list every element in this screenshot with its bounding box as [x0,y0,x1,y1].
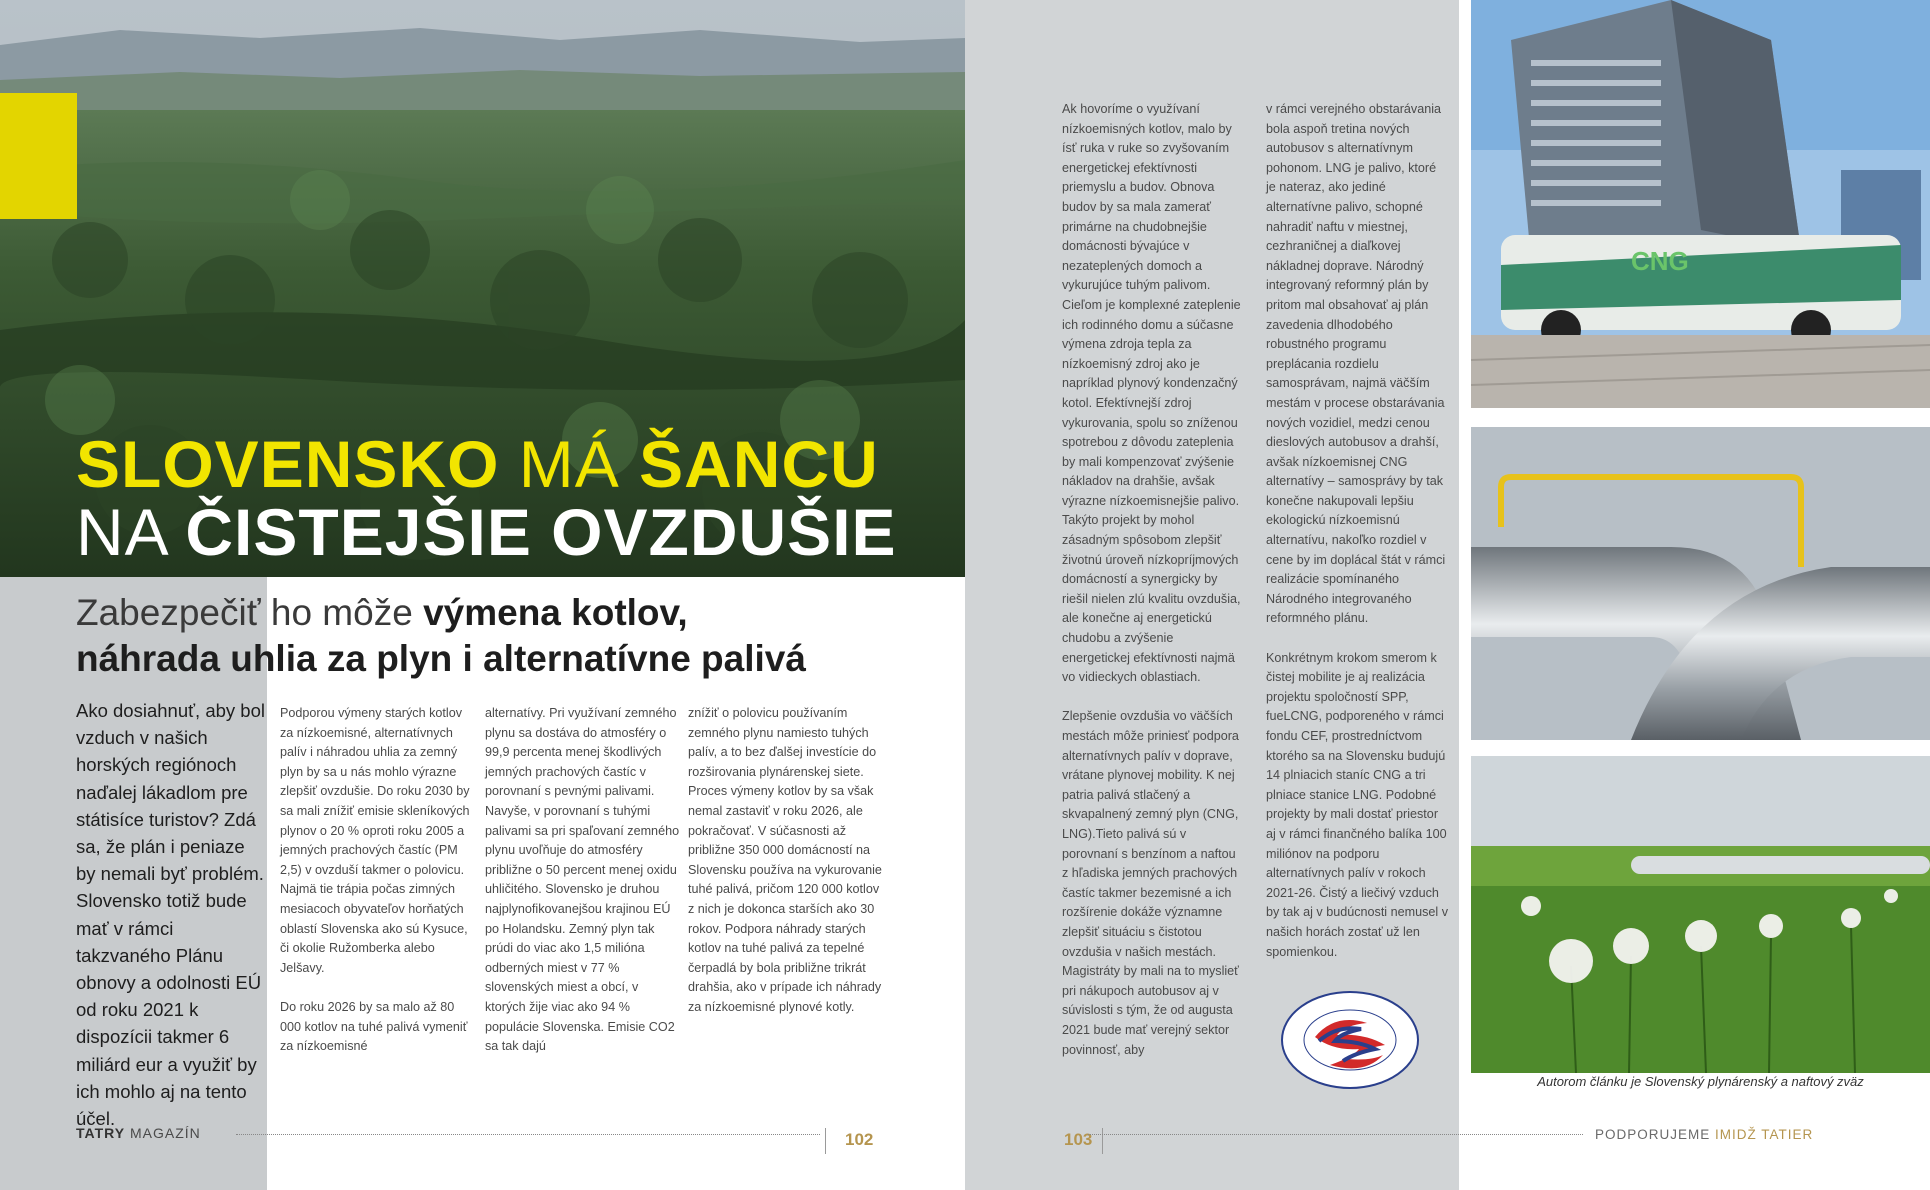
subtitle-bold: výmena kotlov, [423,592,688,633]
logo-image [1275,985,1425,1095]
dandelion-meadow-photo [1471,756,1930,1073]
paragraph: v rámci verejného obstarávania bola aspoň tretina nových autobusov s alternatívnym pohonom. LNG je palivo, ktoré je nateraz, ako jediné alternatívne palivo, schopné nahradiť naftu v miestnej, cezhraničnej a diaľkovej nákladnej doprave. Národný integrovaný reformný plán by pritom mal obsahovať aj plán zavedenia dlhodobého robustného programu preplácania rozdielu samosprávam, najmä väčším mestám v procese obstarávania nových vozidiel, medzi cenou dieslových autobusov a drahší, avšak nízkoemisnej CNG alternatívy – samosprávy by tak konečne nakupovali lepšiu ekologickú nízkoemisnú alternatívu, nakoľko rozdiel v cene by im doplácal štát v rámci realizácie spomínaného Národného integrovaného reformného plánu. [1266,102,1446,626]
footer-slogan [1595,1127,1813,1142]
paragraph: Zlepšenie ovzdušia vo väčších mestách môže priniesť podpora alternatívnych palív v doprave, vrátane plynovej mobility. K nej patria palivá stlačený a skvapalnený zemný plyn (CNG, LNG).Tieto palivá sú v porovnaní s benzínom a naftou z hľadiska jemných prachových častíc takmer bezemisné a ich rozšírenie dokáže významne zlepšiť situáciu s čistotou ovzdušia v našich mestách. Magistráty by mali na to myslieť pri nákupoch autobusov aj v súvislosti s tým, že od augusta 2021 bude mať verejný sektor povinnosť, aby [1062,709,1239,1057]
photo-caption: Autorom článku je Slovenský plynárenský a naftový zväz [1537,1074,1864,1089]
subtitle-bold-line2: náhrada uhlia za plyn i alternatívne palivá [76,638,806,679]
footer-dotted-line-right [1088,1134,1583,1135]
spnz-logo [1275,985,1425,1095]
body-column-1 [280,704,475,1076]
pipes-image [1471,427,1930,740]
page-number-right: 103 [1064,1130,1093,1149]
paragraph: Ak hovoríme o využívaní nízkoemisných kotlov, malo by ísť ruka v ruke so zvyšovaním energetickej efektívnosti priemyslu a budov. Obnova budov by sa mala zamerať primárne na chudobnejšie domácnosti bývajúce v nezateplených domoch a vykurujúce tuhým palivom. Cieľom je komplexné zateplenie ich rodinného domu a súčasne výmena zdroja tepla za nízkoemisný zdroj ako je napríklad plynový kondenzačný kotol. Efektívnejší zdroj vykurovania, spolu so zníženou spotrebou z dôvodu zateplenia by mali kompenzovať zvýšenie nákladov na drahšie, avšak výrazne nízkoemisnejšie palivo. Takýto projekt by mohol zásadným spôsobom zlepšiť životnú úroveň nízkopríjmových domácností a synergicky by riešil nielen zlú kvalitu ovzdušia, ale konečne aj energetickú chudobu a zvýšenie energetickej efektívnosti najmä vo vidieckych oblastiach. [1062,102,1241,685]
gas-pipes-photo [1471,427,1930,740]
article-title [76,427,956,569]
footer-dotted-line-left [236,1134,820,1135]
footer-brand-rest: MAGAZÍN [129,1125,201,1141]
body-column-2 [485,704,680,1076]
title-word-na: NA [76,495,167,569]
bus-cng-label: CNG [1631,246,1689,276]
meadow-image [1471,756,1930,1073]
title-line-2 [76,495,956,569]
footer-divider [825,1128,826,1154]
paragraph: alternatívy. Pri využívaní zemného plynu sa dostáva do atmosféry o 99,9 percenta menej škodlivých jemných prachových častíc v porovnaní s pevnými palivami. Navyše, v porovnaní s tuhými palivami sa pri spaľovaní zemného plynu uvoľňuje do atmosféry približne o 50 percent menej oxidu uhličitého. Slovensko je druhou najplynofikovanejšou krajinou EÚ po Holandsku. Zemný plyn tak prúdi do viac ako 1,5 milióna odberných miest v 77 % slovenských miest a obcí, v ktorých žije viac ako 94 % populácie Slovenska. Emisie CO2 sa tak dajú [485,706,680,1054]
article-subtitle [76,590,956,682]
title-line-1 [76,427,956,501]
title-word-ma: MÁ [518,427,620,501]
bus-image [1471,0,1930,408]
footer-slogan-b: IMIDŽ TATIER [1715,1127,1814,1142]
paragraph: Do roku 2026 by sa malo až 80 000 kotlov na tuhé palivá vymeniť za nízkoemisné [280,999,468,1054]
title-words-cistejsie-ovzdusie: ČISTEJŠIE OVZDUŠIE [185,495,897,569]
article-lead: Ako dosiahnuť, aby bol vzduch v našich horských regiónoch naďalej lákadlom pre státisíce turistov? Zdá sa, že plán i peniaze by nemali byť problém. Slovensko totiž bude mať v rámci takzvaného Plánu obnovy a odolnosti EÚ od roku 2021 k dispozícii takmer 6 miliárd eur a využiť by ich mohlo aj na tento účel. [76,700,265,1130]
body-column-3 [688,704,883,1037]
paragraph: Podporou výmeny starých kotlov za nízkoemisné, alternatívnych palív i náhradou uhlia za zemný plyn by sa u nás mohlo výrazne zlepšiť ovzdušie. Do roku 2030 by sa mali znížiť emisie skleníkových plynov o 20 % oproti roku 2005 a jemných prachových častíc (PM 2,5) v ovzduší takmer o polovicu. Najmä tie trápia počas zimných mesiacoch obyvateľov horňatých oblastí Slovenska ako sú Kysuce, či okolie Ružomberka alebo Jelšavy. [280,706,470,975]
bus-building-photo [1471,0,1930,408]
body-column-5 [1266,100,1448,982]
body-column-4 [1062,100,1242,1080]
yellow-accent-block [0,93,77,219]
page-number-left: 102 [845,1130,874,1149]
footer-slogan-a: PODPORUJEME [1595,1127,1711,1142]
footer-brand-bold: TATRY [76,1125,126,1141]
paragraph: znížiť o polovicu používaním zemného plynu namiesto tuhých palív, a to bez ďalšej investície do rozširovania plynárenskej siete. Proces výmeny kotlov by sa však nemal zastaviť v roku 2026, ale pokračovať. V súčasnosti až približne 350 000 domácností na Slovensku používa na vykurovanie tuhé palivá, pričom 120 000 kotlov z nich je dokonca starších ako 30 rokov. Podpora náhrady starých kotlov na tuhé palivá za tepelné čerpadlá by bola približne trikrát drahšia, ako v prípade ich náhrady za nízkoemisné plynové kotly. [688,706,882,1014]
footer-divider [1102,1128,1103,1154]
footer-magazine-name [76,1125,201,1141]
paragraph: Konkrétnym krokom smerom k čistej mobilite je aj realizácia projektu spoločností SPP, fueLCNG, podporeného v rámci fondu CEF, prostredníctvom ktorého sa na Slovensku budujú 14 plniacich staníc CNG a tri plniace stanice LNG. Podobné projekty by mali dostať priestor aj v rámci finančného balíka 100 miliónov na podporu alternatívnych palív v rokoch 2021-26. Čistý a liečivý vzduch by tak aj v budúcnosti nemusel v našich horách zostať už len spomienkou. [1266,650,1449,959]
subtitle-light: Zabezpečiť ho môže [76,592,413,633]
title-word-sancu: ŠANCU [639,427,879,501]
title-word-slovensko: SLOVENSKO [76,427,500,501]
